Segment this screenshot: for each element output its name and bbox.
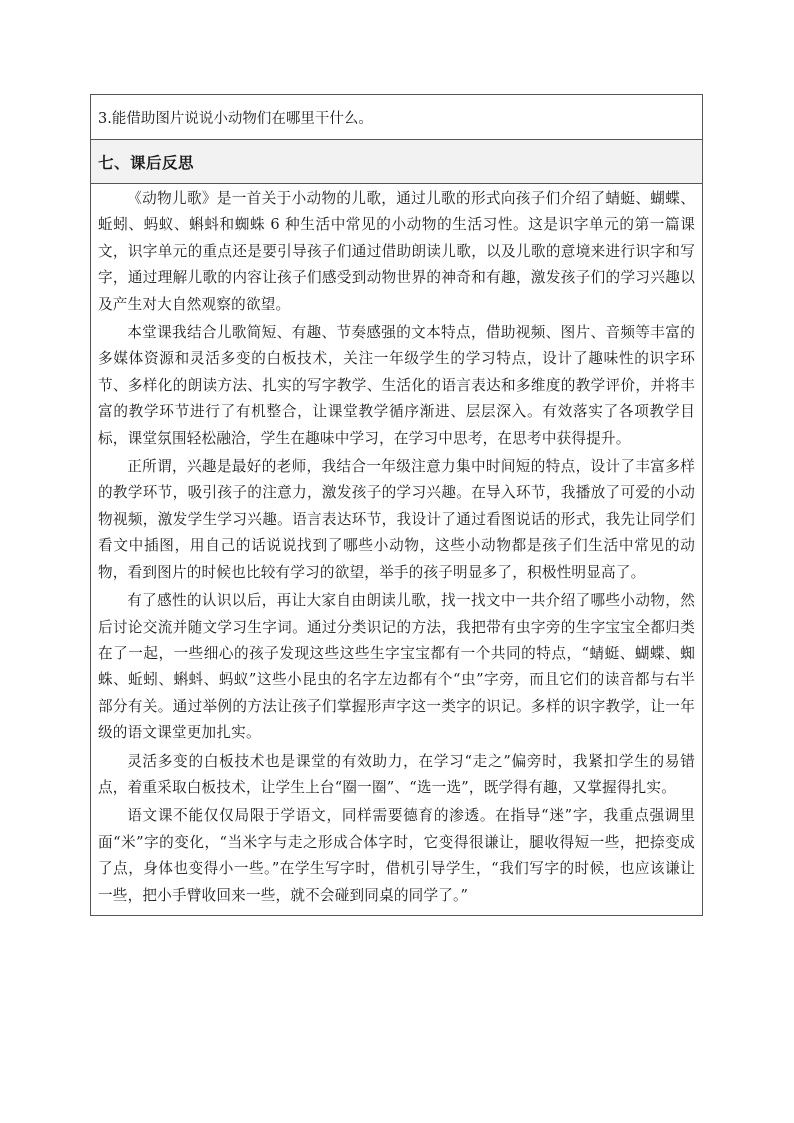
objective-text: 3.能借助图片说说小动物们在哪里干什么。 <box>98 110 373 127</box>
lesson-plan-table <box>90 94 703 916</box>
reflection-paragraph-1: 《动物儿歌》是一首关于小动物的儿歌，通过儿歌的形式向孩子们介绍了蜻蜓、蝴蝶、蚯蚓、蚂蚁、蝌蚪和蜘蛛 6 种生活中常见的小动物的生活习性。这是识字单元的第一篇课文，识字单元的重点还是要引导孩子们通过借助朗读儿歌，以及儿歌的意境来进行识字和写字，通过理解儿歌的内容让孩子们感受到动物世界的神奇和有趣，激发孩子们的学习兴趣以及产生对大自然观察的欲望。 <box>98 190 695 313</box>
section-title: 七、课后反思 <box>98 153 195 172</box>
section-heading-row <box>91 139 702 183</box>
reflection-paragraph-3: 正所谓，兴趣是最好的老师，我结合一年级注意力集中时间短的特点，设计了丰富多样的教学环节，吸引孩子的注意力，激发孩子的学习兴趣。在导入环节，我播放了可爱的小动物视频，激发学生学习兴趣。语言表达环节，我设计了通过看图说话的形式，我先让同学们看文中插图，用自己的话说说找到了哪些小动物，这些小动物都是孩子们生活中常见的动物，看到图片的时候也比较有学习的欲望，举手的孩子明显多了，积极性明显高了。 <box>98 458 695 581</box>
reflection-paragraph-2: 本堂课我结合儿歌简短、有趣、节奏感强的文本特点，借助视频、图片、音频等丰富的多媒体资源和灵活多变的白板技术，关注一年级学生的学习特点，设计了趣味性的识字环节、多样化的朗读方法、扎实的写字教学、生活化的语言表达和多维度的教学评价，并将丰富的教学环节进行了有机整合，让课堂教学循序渐进、层层深入。有效落实了各项教学目标，课堂氛围轻松融洽，学生在趣味中学习，在学习中思考，在思考中获得提升。 <box>98 324 695 447</box>
reflection-body <box>91 183 702 915</box>
objective-row <box>91 95 702 139</box>
reflection-paragraph-4: 有了感性的认识以后，再让大家自由朗读儿歌，找一找文中一共介绍了哪些小动物，然后讨论交流并随文学习生字词。通过分类识记的方法，我把带有虫字旁的生字宝宝全都归类在了一起，一些细心的孩子发现这些这些生字宝宝都有一个共同的特点，“蜻蜓、蝴蝶、蜘蛛、蚯蚓、蝌蚪、蚂蚁”这些小昆虫的名字左边都有个“虫”字旁，而且它们的读音都与右半部分有关。通过举例的方法让孩子们掌握形声字这一类字的识记。多样的识字教学，让一年级的语文课堂更加扎实。 <box>98 592 695 742</box>
reflection-paragraph-5: 灵活多变的白板技术也是课堂的有效助力，在学习“走之”偏旁时，我紧扣学生的易错点，着重采取白板技术，让学生上台“圈一圈”、“选一选”，既学得有趣，又掌握得扎实。 <box>98 752 695 796</box>
reflection-paragraph-6: 语文课不能仅仅局限于学语文，同样需要德育的渗透。在指导“迷”字，我重点强调里面“米”字的变化，“当米字与走之形成合体字时，它变得很谦让，腿收得短一些，把捺变成了点，身体也变得小一些。”在学生写字时，借机引导学生，“我们写字的时候，也应该谦让一些，把小手臂收回来一些，就不会碰到同桌的同学了。” <box>98 807 695 904</box>
